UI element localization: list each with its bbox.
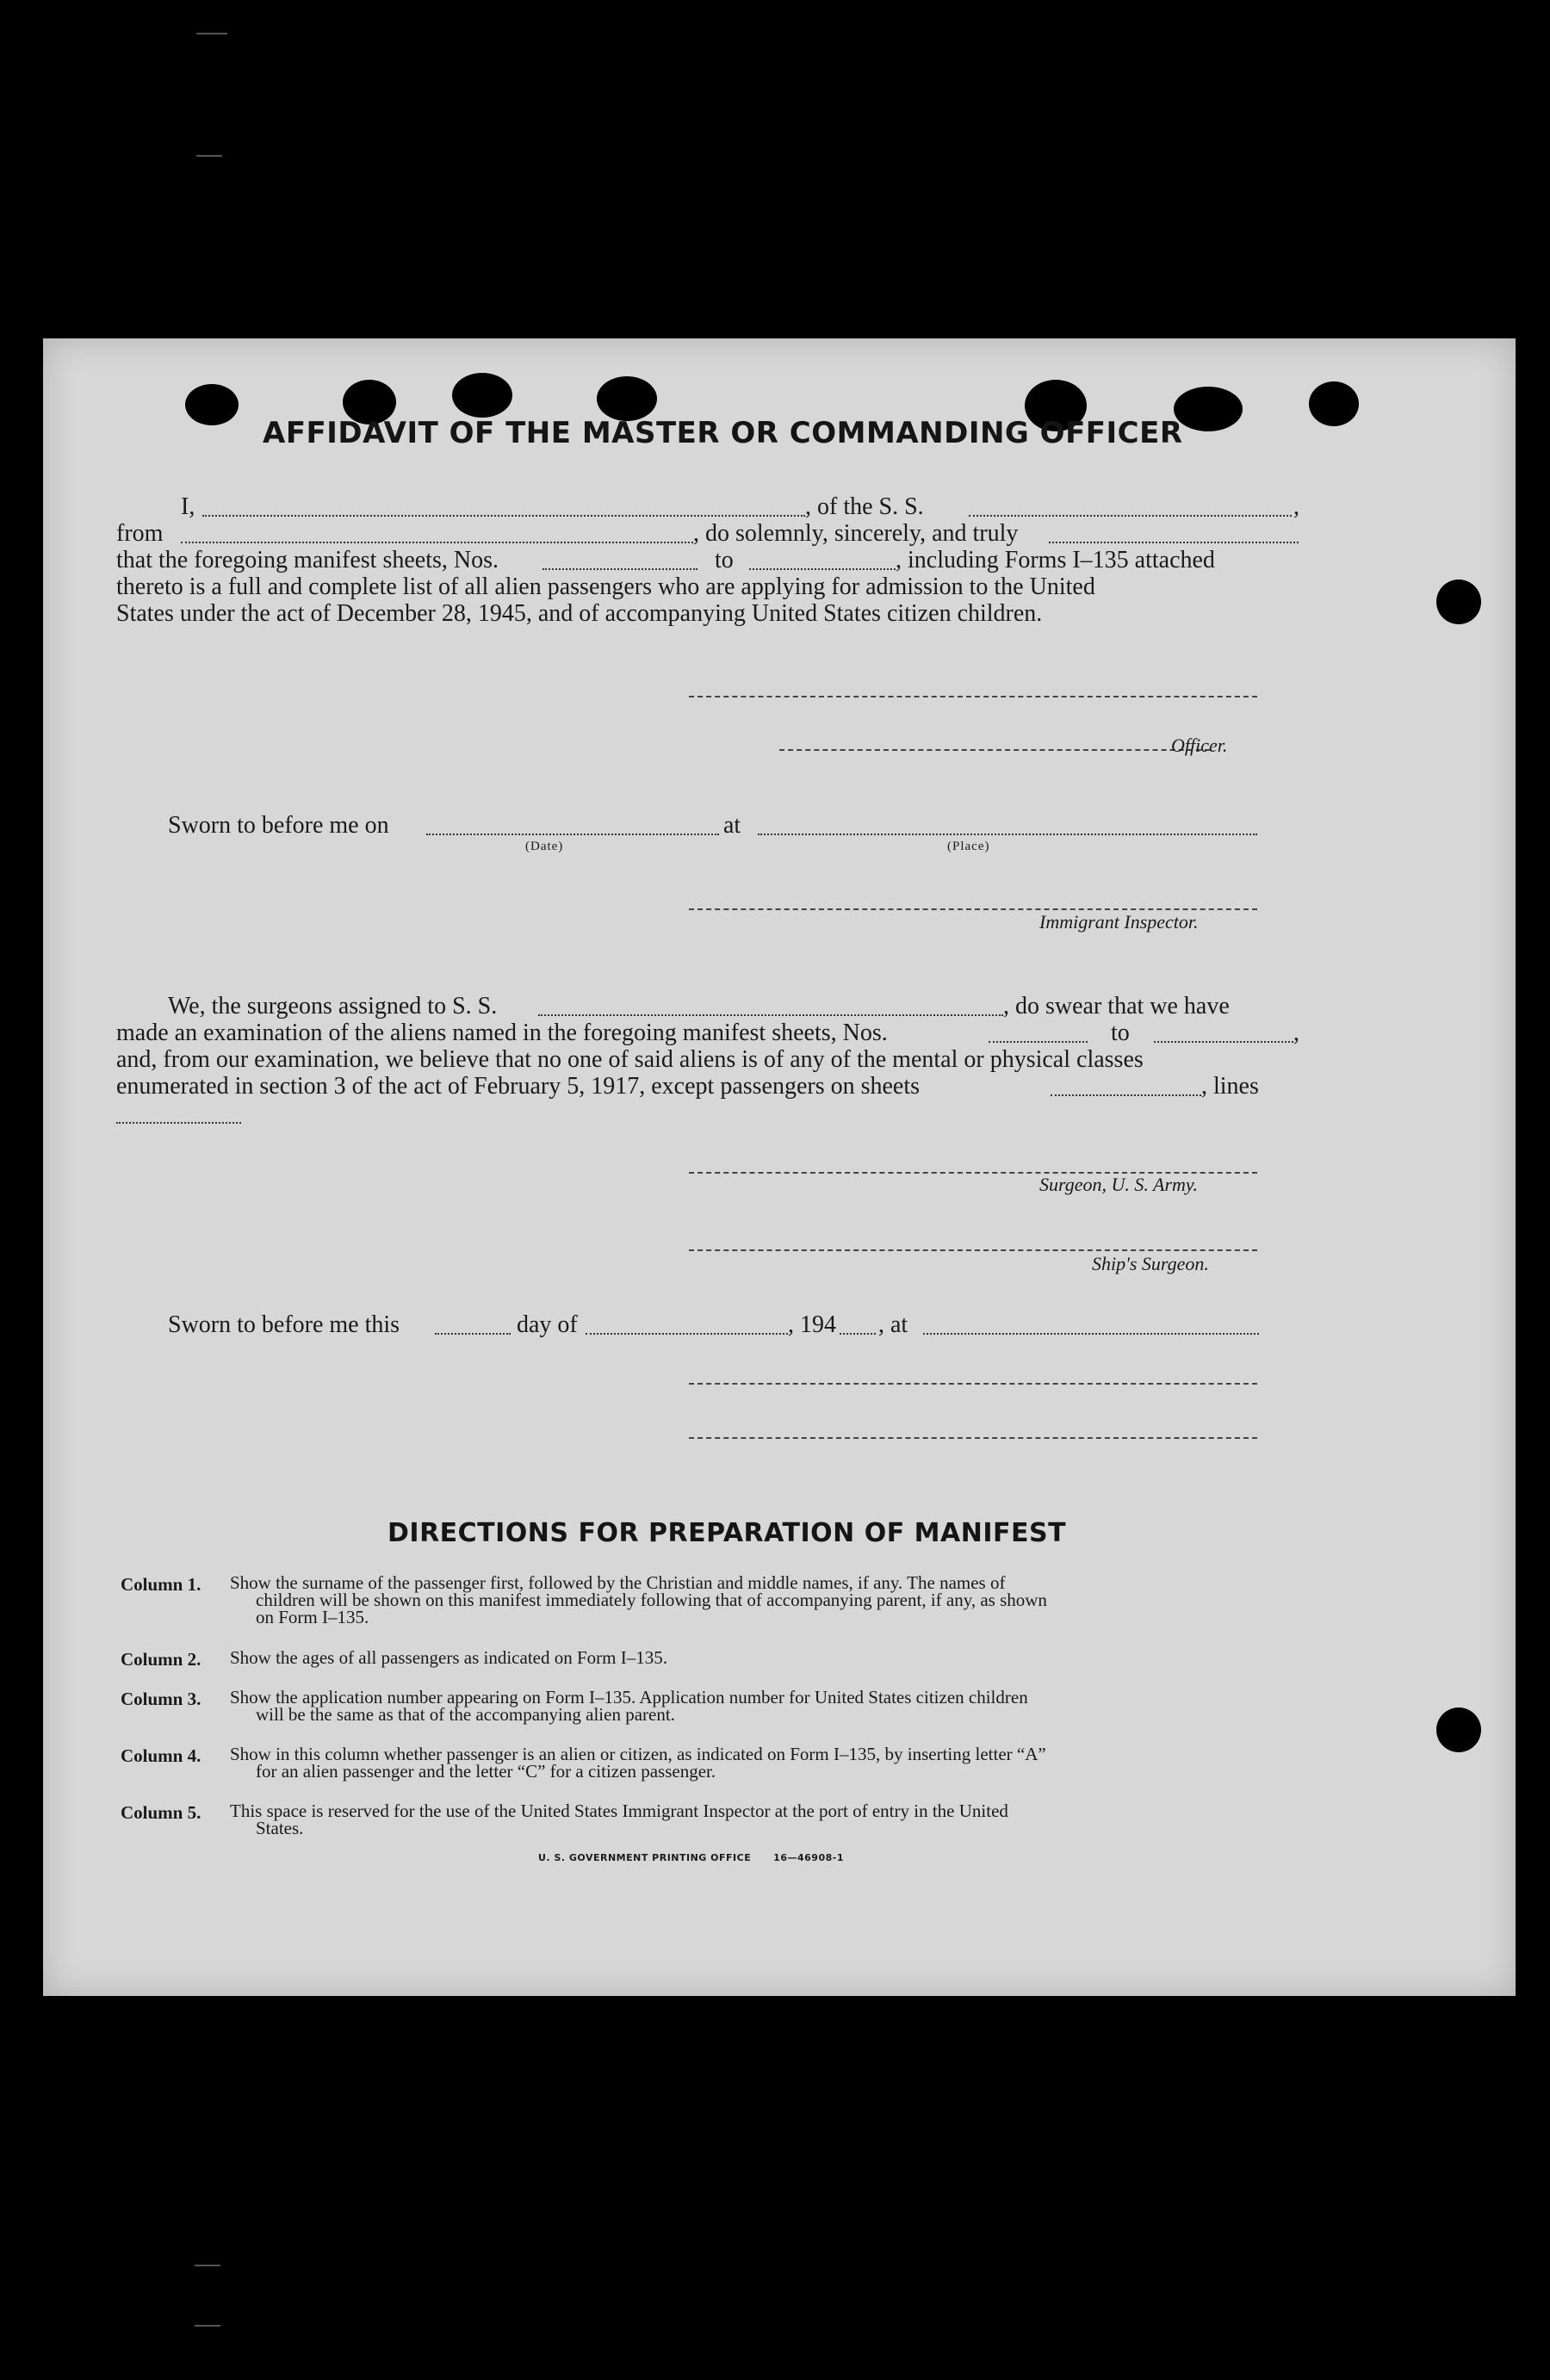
column-text-line: for an alien passenger and the letter “C” for a citizen passenger. [256,1761,716,1782]
ship-name-field[interactable] [969,515,1292,517]
column-text-line: Show the ages of all passengers as indicated on Form I–135. [230,1647,667,1668]
surgeons-line3: and, from our examination, we believe that no one of said aliens is of any of the mental or physical classes [116,1046,1144,1073]
surgeons-line1: We, the surgeons assigned to S. S. [168,993,498,1020]
punch-hole [452,373,512,418]
sworn-date-field[interactable] [426,834,719,835]
affidavit-to: to [715,547,734,573]
sworn-month-field[interactable] [586,1333,788,1335]
officer-label: Officer. [1171,734,1228,756]
surgeon-ship-field[interactable] [538,1014,1003,1016]
officer-signature-line[interactable] [779,749,1210,751]
sworn-year-field[interactable] [840,1333,876,1335]
column-text-line: States. [256,1818,304,1838]
affidavit-from: from [116,520,164,547]
surgeon-at: , at [878,1311,908,1338]
surgeons-to: to [1111,1020,1130,1046]
army-surgeon-label: Surgeon, U. S. Army. [1039,1174,1198,1195]
film-edge-mark [196,33,227,34]
surgeon-sworn-label: Sworn to before me this [168,1311,400,1338]
printer-imprint: U. S. GOVERNMENT PRINTING OFFICE 16—46908-1 [538,1852,844,1863]
inspector-label: Immigrant Inspector. [1039,911,1199,933]
affidavit-line4: thereto is a full and complete list of all alien passengers who are applying for admission to the United [116,573,1095,600]
column-text-line: Show the surname of the passenger first, followed by the Christian and middle names, if any. The names of [230,1572,1006,1593]
sheet-from-field[interactable] [542,568,698,570]
affidavit-solemnly: , do solemnly, sincerely, and truly [693,520,1019,547]
column-text-line: Show the application number appearing on Form I–135. Application number for United States citizen children [230,1687,1028,1708]
officer-signature-line-2[interactable] [689,1383,1257,1385]
affidavit-comma: , [1293,493,1299,520]
affidavit-i: I, [181,493,195,520]
surgeons-line2: made an examination of the aliens named in the foregoing manifest sheets, Nos. [116,1020,888,1046]
surgeon-sheet-from-field[interactable] [989,1041,1088,1043]
sworn-place-field[interactable] [758,834,1257,835]
film-edge-mark [195,2325,220,2327]
column-text-line: will be the same as that of the accompanying alien parent. [256,1704,675,1725]
punch-hole [597,376,657,421]
ship-surgeon-label: Ship's Surgeon. [1092,1253,1209,1274]
film-edge-mark [195,2265,220,2266]
affidavit-sheets: that the foregoing manifest sheets, Nos. [116,547,499,573]
affidavit-of-ss: , of the S. S. [805,493,924,520]
film-edge-mark [196,155,222,157]
column-label: Column 1. [121,1574,202,1595]
sworn-label: Sworn to before me on [168,812,389,839]
affidavit-title: AFFIDAVIT OF THE MASTER OR COMMANDING OFFICER [263,416,1183,450]
sheet-to-field[interactable] [749,568,896,570]
column-text-line: on Form I–135. [256,1607,369,1627]
column-label: Column 3. [121,1689,202,1709]
affidavit-forms: , including Forms I–135 attached [896,547,1215,573]
column-text-line: Show in this column whether passenger is an alien or citizen, as indicated on Form I–135, by inserting letter “A” [230,1744,1046,1764]
sworn-place-2-field[interactable] [923,1333,1259,1335]
surgeons-swear: , do swear that we have [1003,993,1230,1020]
officer-title-line-2[interactable] [689,1437,1257,1439]
master-name-field[interactable] [202,515,805,517]
except-lines-field[interactable] [116,1122,241,1124]
punch-hole [1309,381,1359,426]
column-label: Column 4. [121,1745,202,1766]
punch-hole [1174,387,1243,431]
surgeons-comma: , [1293,1020,1299,1046]
punch-hole [1436,580,1481,624]
truly-blank-field[interactable] [1049,542,1299,543]
surgeon-day-of: day of [517,1311,578,1338]
form-sheet [43,338,1516,1996]
sworn-at: at [723,812,741,839]
place-caption: (Place) [947,840,990,853]
column-label: Column 2. [121,1649,202,1670]
directions-title: DIRECTIONS FOR PREPARATION OF MANIFEST [388,1518,1067,1548]
surgeons-lines: , lines [1201,1073,1259,1100]
departure-port-field[interactable] [181,542,693,543]
inspector-signature-line[interactable] [689,908,1257,910]
date-caption: (Date) [525,840,564,853]
ship-surgeon-signature-line[interactable] [689,1249,1257,1251]
column-text-line: This space is reserved for the use of the United States Immigrant Inspector at the port of entry in the United [230,1800,1008,1821]
signature-line[interactable] [689,696,1257,697]
sworn-day-field[interactable] [435,1333,511,1335]
except-sheets-field[interactable] [1051,1094,1201,1096]
column-text-line: children will be shown on this manifest immediately following that of accompanying parent, if any, as shown [256,1590,1047,1610]
punch-hole [1436,1708,1481,1752]
affidavit-line5: States under the act of December 28, 1945, and of accompanying United States citizen children. [116,600,1043,627]
column-label: Column 5. [121,1802,202,1823]
punch-hole [185,384,239,425]
surgeons-line4: enumerated in section 3 of the act of February 5, 1917, except passengers on sheets [116,1073,921,1100]
surgeon-year: , 194 [788,1311,836,1338]
surgeon-sheet-to-field[interactable] [1154,1041,1293,1043]
